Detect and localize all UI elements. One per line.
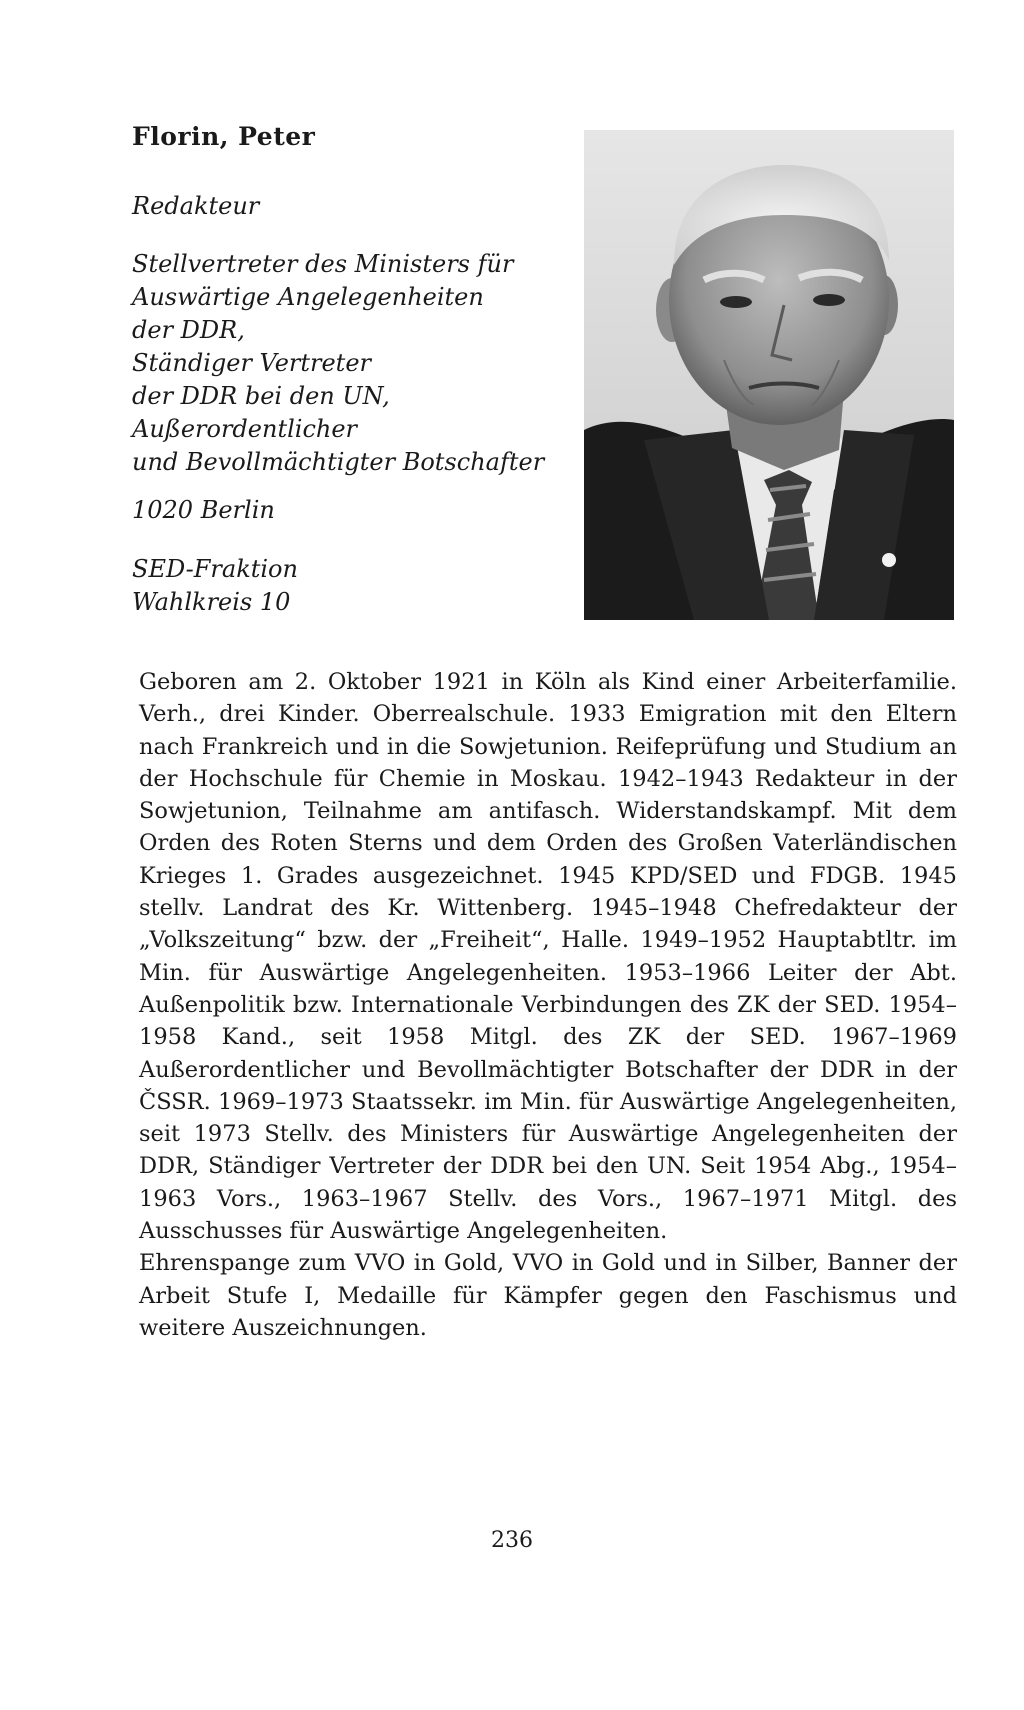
person-constituency: Wahlkreis 10 [132,588,291,616]
person-role: Redakteur [132,192,260,220]
title-line: Auswärtige Angelegenheiten [132,283,484,311]
person-faction-block [132,553,298,619]
biography-paragraph: Geboren am 2. Oktober 1921 in Köln als Kind einer Arbeiterfamilie. Verh., drei Kinder. Oberrealschule. 1933 Emigration mit den Eltern nach Frankreich und in die Sowjetunion. Reifeprüfung und Studium an der Hochschule für Chemie in Moskau. 1942–1943 Redakteur in der Sowjetunion, Teilnahme am antifasch. Widerstandskampf. Mit dem Orden des Roten Sterns und dem Orden des Großen Vaterländischen Krieges 1. Grades ausgezeichnet. 1945 KPD/SED und FDGB. 1945 stellv. Landrat des Kr. Wittenberg. 1945–1948 Chefredakteur der „Volkszeitung“ bzw. der „Freiheit“, Halle. 1949–1952 Hauptabtltr. im Min. für Auswärtige Angelegenheiten. 1953–1966 Leiter der Abt. Außenpolitik bzw. Internationale Verbindungen des ZK der SED. 1954–1958 Kand., seit 1958 Mitgl. des ZK der SED. 1967–1969 Außerordentlicher und Bevollmächtigter Botschafter der DDR in der ČSSR. 1969–1973 Staatssekr. im Min. für Auswärtige Angelegenheiten, seit 1973 Stellv. des Ministers für Auswärtige Angelegenheiten der DDR, Ständiger Vertreter der DDR bei den UN. Seit 1954 Abg., 1954–1963 Vors., 1963–1967 Stellv. des Vors., 1967–1971 Mitgl. des Ausschusses für Auswärtige Angelegenheiten. [139,669,957,1245]
portrait-photo [584,130,954,620]
person-name: Florin, Peter [132,122,316,151]
title-line: der DDR bei den UN, [132,382,390,410]
page-number: 236 [491,1528,533,1553]
person-faction: SED-Fraktion [132,555,298,583]
title-line: Außerordentlicher [132,415,358,443]
person-titles [132,248,572,479]
title-line: Ständiger Vertreter [132,349,372,377]
biography [139,666,957,1344]
title-line: Stellvertreter des Ministers für [132,250,514,278]
title-line: der DDR, [132,316,245,344]
person-city: 1020 Berlin [132,496,275,524]
title-line: und Bevollmächtigter Botschafter [132,448,545,476]
biography-paragraph: Ehrenspange zum VVO in Gold, VVO in Gold und in Silber, Banner der Arbeit Stufe I, Medaille für Kämpfer gegen den Faschismus und weitere Auszeichnungen. [139,1250,957,1341]
